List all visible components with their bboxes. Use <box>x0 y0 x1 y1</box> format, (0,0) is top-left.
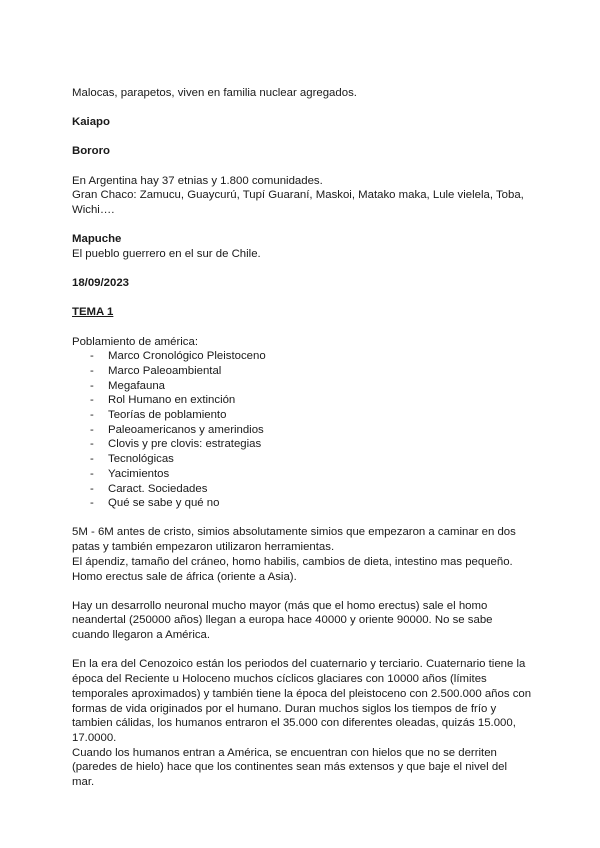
dash-marker: - <box>90 467 94 480</box>
paragraph-5m-3: Homo erectus sale de áfrica (oriente a Asia). <box>72 570 297 583</box>
list-item <box>72 349 532 364</box>
list-item-text: Clovis y pre clovis: estrategias <box>108 438 262 451</box>
dash-marker: - <box>90 409 94 422</box>
list-item <box>72 467 532 482</box>
dash-marker: - <box>90 350 94 363</box>
document-page <box>72 86 532 790</box>
paragraph-cenozoico: En la era del Cenozoico están los periodos del cuaternario y terciario. Cuaternario tiene la época del Reciente u Holoceno muchos cíclicos glaciares con 10000 años (límites temporales aproximados) y también tiene la época del pleistoceno con 2.500.000 años con formas de vida originados por el humano. Duran muchos siglos los tiempos de frío y tambien cálidas, los humanos entraron el 35.000 con diferentes oleadas, quizás 15.000, 17.0000. <box>72 658 532 744</box>
paragraph-5m-1: 5M - 6M antes de cristo, simios absolutamente simios que empezaron a caminar en dos patas y también empezaron utilizaron herramientas. <box>72 526 516 554</box>
list-item-text: Paleoamericanos y amerindios <box>108 423 264 436</box>
paragraph-neuronal: Hay un desarrollo neuronal mucho mayor (más que el homo erectus) sale el homo neandertal (250000 años) llegan a europa hace 40000 y oriente 90000. No se sabe cuando llegaron a América. <box>72 599 493 642</box>
paragraph-argentina: En Argentina hay 37 etnias y 1.800 comunidades. <box>72 174 323 187</box>
list-item-text: Caract. Sociedades <box>108 482 208 495</box>
list-item-text: Megafauna <box>108 379 165 392</box>
dash-marker: - <box>90 379 94 392</box>
poblamiento-title: Poblamiento de américa: <box>72 335 198 348</box>
list-item-text: Qué se sabe y qué no <box>108 497 220 510</box>
list-item <box>72 496 532 511</box>
dash-marker: - <box>90 394 94 407</box>
list-item <box>72 482 532 497</box>
list-item <box>72 452 532 467</box>
list-item-text: Yacimientos <box>108 467 170 480</box>
list-item-text: Rol Humano en extinción <box>108 394 236 407</box>
dash-marker: - <box>90 423 94 436</box>
date-heading: 18/09/2023 <box>72 277 130 290</box>
list-item <box>72 423 532 438</box>
dash-marker: - <box>90 482 94 495</box>
topic-list <box>72 349 532 511</box>
list-item <box>72 364 532 379</box>
paragraph-america-hielos: Cuando los humanos entran a América, se encuentran con hielos que no se derriten (paredes de hielo) hace que los continentes sean más extensos y que baje el nivel del mar. <box>72 746 508 789</box>
list-item <box>72 379 532 394</box>
heading-kaiapo: Kaiapo <box>72 116 110 129</box>
tema-heading: TEMA 1 <box>72 306 114 319</box>
list-item-text: Marco Paleoambiental <box>108 364 222 377</box>
dash-marker: - <box>90 364 94 377</box>
list-item-text: Tecnológicas <box>108 453 174 466</box>
heading-mapuche: Mapuche <box>72 233 122 246</box>
dash-marker: - <box>90 497 94 510</box>
list-item-text: Teorías de poblamiento <box>108 409 227 422</box>
heading-bororo: Bororo <box>72 145 110 158</box>
paragraph-mapuche: El pueblo guerrero en el sur de Chile. <box>72 247 261 260</box>
list-item <box>72 437 532 452</box>
paragraph-5m-2: El ápendiz, tamaño del cráneo, homo habilis, cambios de dieta, intestino mas pequeño. <box>72 555 513 568</box>
dash-marker: - <box>90 438 94 451</box>
paragraph-malocas: Malocas, parapetos, viven en familia nuclear agregados. <box>72 87 357 99</box>
dash-marker: - <box>90 453 94 466</box>
paragraph-gran-chaco: Gran Chaco: Zamucu, Guaycurú, Tupí Guaraní, Maskoi, Matako maka, Lule vielela, Toba, Wichi…. <box>72 189 524 217</box>
list-item-text: Marco Cronológico Pleistoceno <box>108 350 266 363</box>
list-item <box>72 408 532 423</box>
list-item <box>72 393 532 408</box>
